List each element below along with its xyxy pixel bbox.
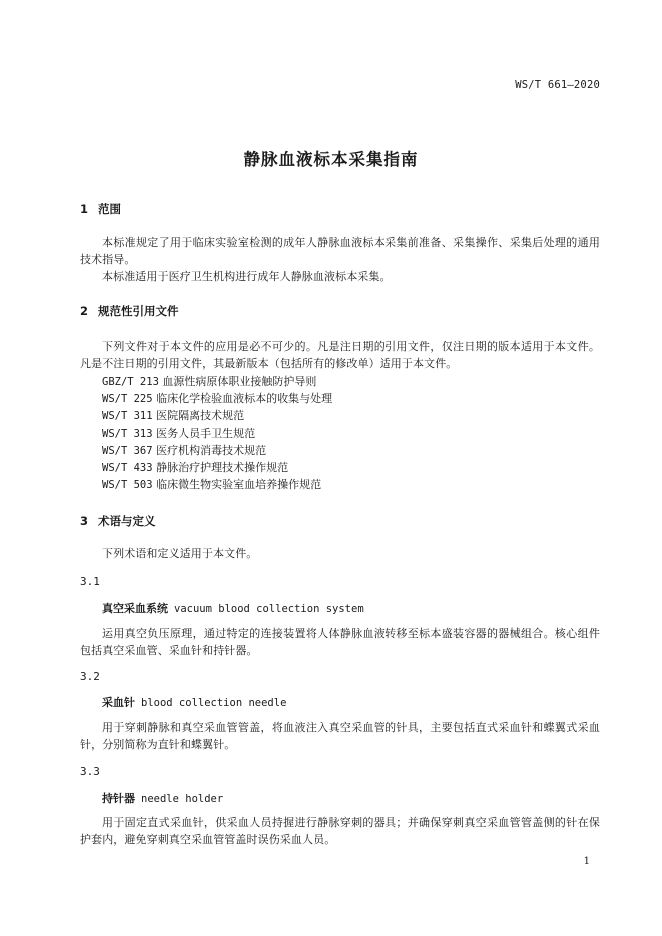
term-3-1-number: 3.1 bbox=[80, 575, 100, 588]
section-3-heading bbox=[80, 513, 156, 529]
reference-code: GBZ/T 213 bbox=[102, 376, 159, 388]
term-zh: 真空采血系统 bbox=[102, 602, 168, 615]
section-2-heading bbox=[80, 303, 179, 319]
term-zh: 持针器 bbox=[102, 792, 135, 805]
section-1-heading bbox=[80, 201, 121, 217]
term-zh: 采血针 bbox=[102, 696, 135, 709]
term-en: vacuum blood collection system bbox=[174, 603, 364, 615]
section-3-number: 3 bbox=[80, 514, 89, 528]
page-number: 1 bbox=[583, 856, 590, 867]
reference-item bbox=[102, 407, 332, 424]
section-1-paragraph-1: 本标准规定了用于临床实验室检测的成年人静脉血液标本采集前准备、采集操作、采集后处理的通用技术指导。 bbox=[80, 236, 600, 266]
term-3-2-number: 3.2 bbox=[80, 670, 100, 683]
section-2-intro: 下列文件对于本文件的应用是必不可少的。凡是注日期的引用文件，仅注日期的版本适用于本文件。凡是不注日期的引用文件，其最新版本（包括所有的修改单）适用于本文件。 bbox=[80, 340, 600, 370]
term-3-2 bbox=[102, 694, 286, 710]
reference-title: 临床微生物实验室血培养操作规范 bbox=[156, 478, 322, 492]
reference-code: WS/T 367 bbox=[102, 444, 153, 457]
standard-code: WS/T 661—2020 bbox=[515, 79, 600, 91]
section-1-title: 范围 bbox=[98, 202, 121, 216]
term-3-2-definition: 用于穿刺静脉和真空采血管管盖，将血液注入真空采血管的针具，主要包括直式采血针和蝶翼式采血针，分别简称为直针和蝶翼针。 bbox=[80, 721, 600, 751]
term-3-3 bbox=[102, 790, 223, 806]
section-1-paragraph-2: 本标准适用于医疗卫生机构进行成年人静脉血液标本采集。 bbox=[102, 270, 391, 283]
document-title: 静脉血液标本采集指南 bbox=[243, 150, 419, 169]
reference-item bbox=[102, 373, 332, 390]
reference-item bbox=[102, 442, 332, 459]
reference-title: 静脉治疗护理技术操作规范 bbox=[156, 460, 289, 474]
reference-item bbox=[102, 390, 332, 407]
term-3-1-definition: 运用真空负压原理，通过特定的连接装置将人体静脉血液转移至标本盛装容器的器械组合。核心组件包括真空采血管、采血针和持针器。 bbox=[80, 627, 600, 657]
reference-code: WS/T 313 bbox=[102, 427, 153, 440]
term-3-1 bbox=[102, 600, 364, 616]
term-en: blood collection needle bbox=[141, 697, 287, 709]
section-2-title: 规范性引用文件 bbox=[98, 304, 179, 318]
section-3-title: 术语与定义 bbox=[98, 514, 156, 528]
reference-title: 医务人员手卫生规范 bbox=[156, 426, 256, 440]
term-3-3-number: 3.3 bbox=[80, 765, 100, 778]
reference-item bbox=[102, 459, 332, 476]
reference-code: WS/T 311 bbox=[102, 410, 153, 423]
reference-list bbox=[102, 373, 332, 493]
reference-item bbox=[102, 425, 332, 442]
section-1-number: 1 bbox=[80, 202, 89, 216]
term-3-3-definition: 用于固定直式采血针，供采血人员持握进行静脉穿刺的器具；并确保穿刺真空采血管管盖侧的针在保护套内，避免穿刺真空采血管管盖时误伤采血人员。 bbox=[80, 816, 600, 846]
reference-code: WS/T 503 bbox=[102, 479, 153, 492]
reference-title: 医疗机构消毒技术规范 bbox=[156, 443, 267, 457]
reference-title: 血源性病原体职业接触防护导则 bbox=[162, 375, 317, 388]
reference-item bbox=[102, 476, 332, 493]
term-en: needle holder bbox=[141, 793, 224, 805]
reference-title: 临床化学检验血液标本的收集与处理 bbox=[156, 392, 333, 406]
section-3-intro: 下列术语和定义适用于本文件。 bbox=[102, 547, 258, 560]
section-2-number: 2 bbox=[80, 304, 89, 318]
reference-code: WS/T 225 bbox=[102, 393, 153, 406]
reference-title: 医院隔离技术规范 bbox=[156, 409, 245, 423]
reference-code: WS/T 433 bbox=[102, 461, 153, 474]
